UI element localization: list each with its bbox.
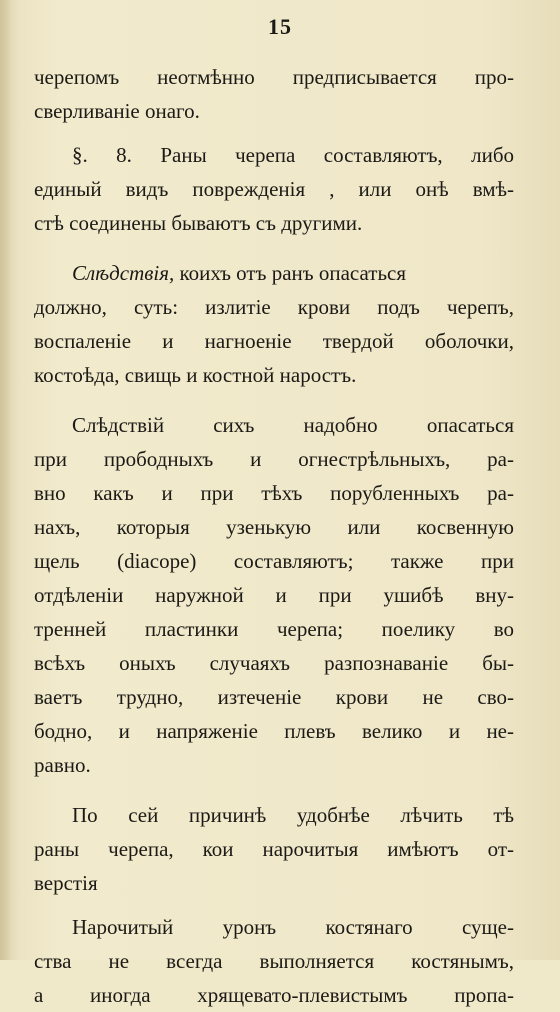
text-line: верстія <box>34 871 98 895</box>
text-line: воспаленіе и нагноеніе твердой оболочки, <box>34 329 514 353</box>
text-line: ваетъ трудно, изтеченіе крови не сво- <box>34 685 514 709</box>
text-line: единый видъ поврежденія , или онѣ вмѣ- <box>34 177 514 201</box>
text-line: вно какъ и при тѣхъ порубленныхъ ра- <box>34 481 514 505</box>
page-number: 15 <box>268 14 292 39</box>
text-line: нахъ, которыя узенькую или косвенную <box>34 515 514 539</box>
text-line: щель (diacope) составляютъ; также при <box>34 549 514 573</box>
page-edge-shadow <box>0 0 12 960</box>
text-line: стѣ соединены бываютъ съ другими. <box>34 211 363 235</box>
text-line: равно. <box>34 753 91 777</box>
text-line: всѣхъ оныхъ случаяхъ разпознаваніе бы- <box>34 651 514 675</box>
text-line: должно, суть: излитіе крови подъ черепъ, <box>34 295 514 319</box>
text-line: раны черепа, кои нарочитыя имѣютъ от- <box>34 837 514 861</box>
text-line: По сей причинѣ удобнѣе лѣчить тѣ <box>72 803 514 827</box>
text-line: §. 8. Раны черепа составляютъ, либо <box>72 143 514 167</box>
text-line: Нарочитый уронъ костянаго суще- <box>72 915 514 939</box>
text-line: Слѣдствій сихъ надобно опасаться <box>72 413 514 437</box>
text-line: при прободныхъ и огнестрѣльныхъ, ра- <box>34 447 514 471</box>
text-line: сверливаніе онаго. <box>34 99 200 123</box>
text-line: а иногда хрящеватo-плевистымъ пропа- <box>34 983 514 1007</box>
text-line: костоѣда, свищь и костной наростъ. <box>34 363 357 387</box>
text-line: бодно, и напряженіе плевъ велико и не- <box>34 719 514 743</box>
text-line: ства не всегда выполняется костянымъ, <box>34 949 514 973</box>
page-text <box>34 60 514 1012</box>
italic-term: Слѣдствія, <box>72 261 175 285</box>
text-line <box>34 256 514 290</box>
text-line: тренней пластинки черепа; поелику во <box>34 617 514 641</box>
text-line: черепомъ неотмѣнно предписывается про- <box>34 65 514 89</box>
text-line: отдѣленіи наружной и при ушибѣ вну- <box>34 583 514 607</box>
text-line-rest: коихъ отъ ранъ опасаться <box>174 261 407 285</box>
